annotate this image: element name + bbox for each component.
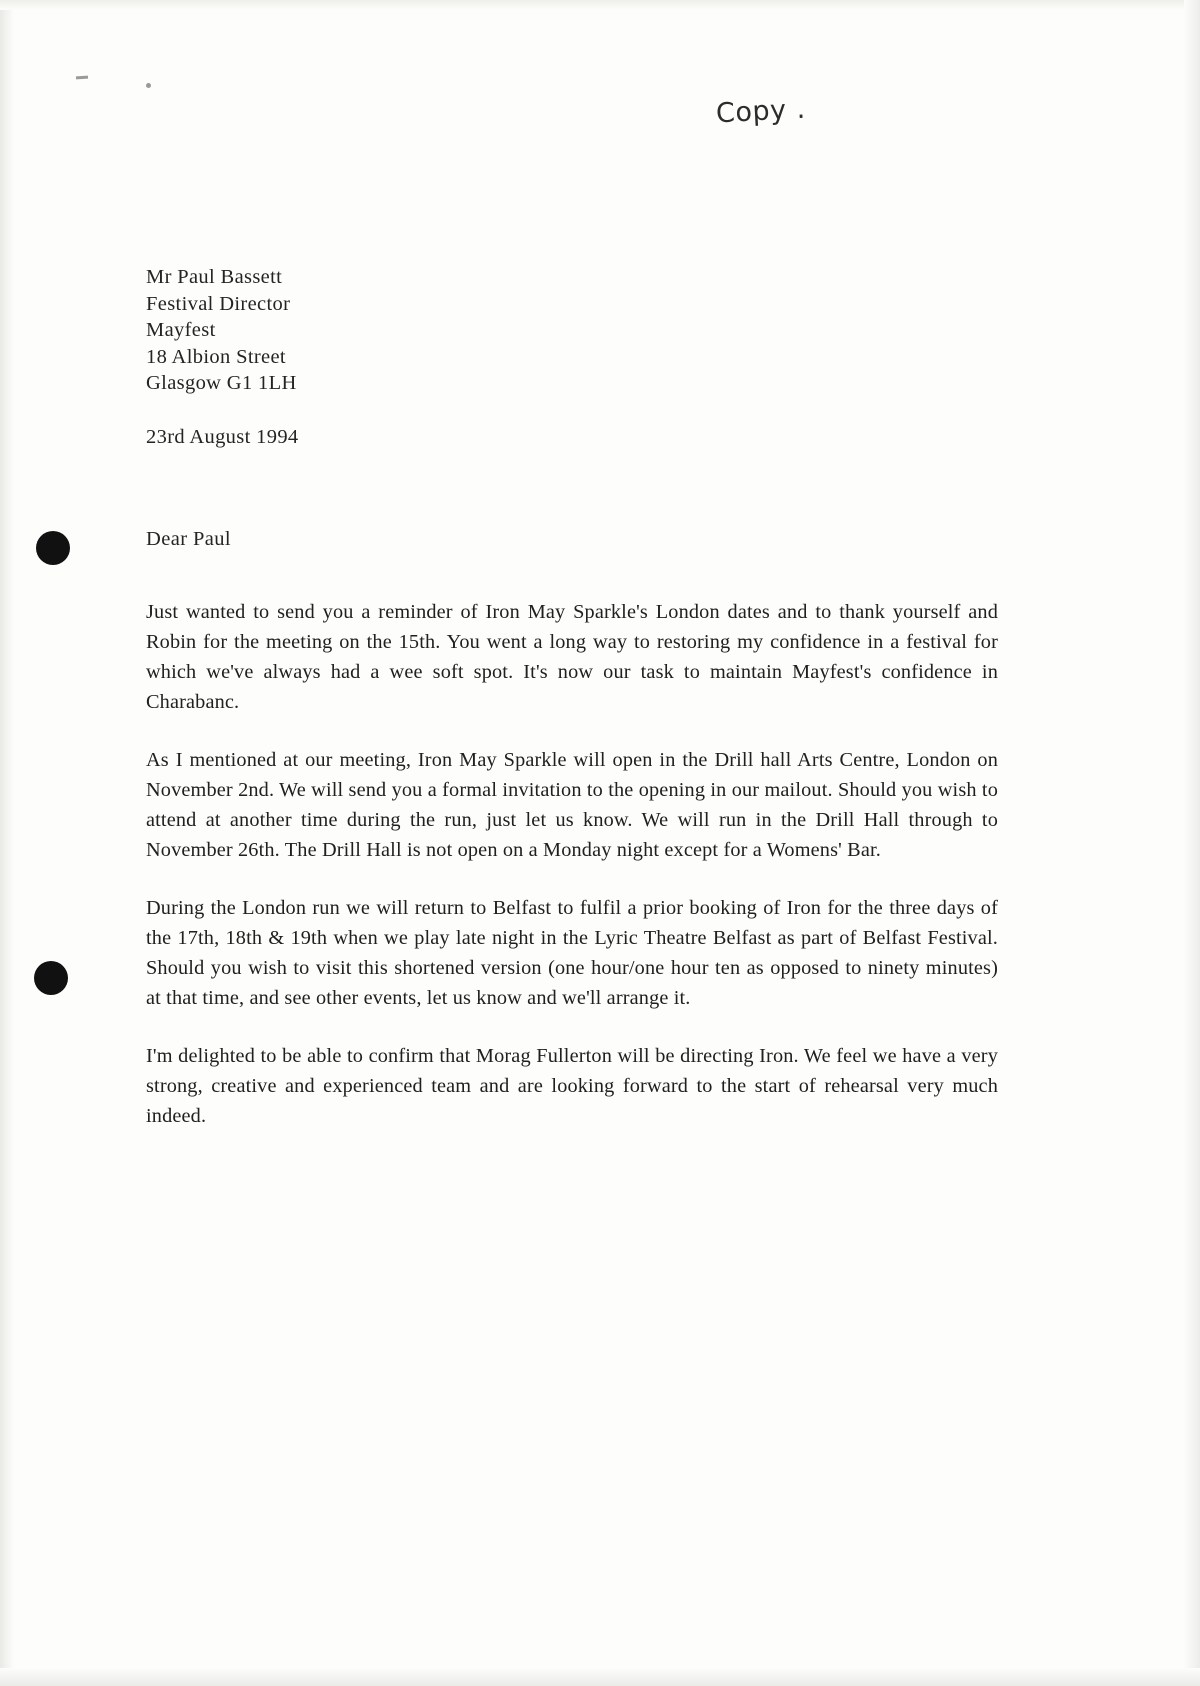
letter-paragraph: Just wanted to send you a reminder of Iron May Sparkle's London dates and to thank yourself and Robin for the meeting on the 15th. You went a long way to restoring my confidence in a festival for which we've always had a wee soft spot. It's now our task to maintain Mayfest's confidence in Charabanc. — [146, 600, 998, 713]
letter-salutation: Dear Paul — [146, 527, 231, 550]
handwritten-copy-annotation — [715, 94, 806, 130]
scan-edge-top — [0, 0, 1200, 10]
letter-body — [146, 264, 998, 1131]
scan-speck — [146, 83, 151, 88]
scan-edge-left — [0, 0, 14, 1686]
letter-paragraph: As I mentioned at our meeting, Iron May Sparkle will open in the Drill hall Arts Centre, London on November 2nd. We will send you a formal invitation to the opening in our mailout. Should you wish to attend at another time during the run, just let us know. We will run in the Drill Hall through to November 26th. The Drill Hall is not open on a Monday night except for a Womens' Bar. — [146, 748, 998, 861]
scan-speck — [76, 76, 88, 80]
recipient-address-block — [146, 264, 998, 397]
address-line-5: Glasgow G1 1LH — [146, 372, 297, 394]
punch-hole-mark — [36, 531, 70, 565]
address-line-1: Mr Paul Bassett — [146, 266, 283, 288]
address-line-3: Mayfest — [146, 319, 216, 341]
handwritten-copy-text: Copy — [715, 94, 788, 130]
scan-edge-bottom — [0, 1668, 1200, 1686]
scan-edge-right — [1184, 0, 1200, 1686]
letter-date: 23rd August 1994 — [146, 425, 299, 448]
handwritten-copy-mark: . — [795, 93, 807, 126]
punch-hole-mark — [34, 961, 68, 995]
letter-paragraph: I'm delighted to be able to confirm that Morag Fullerton will be directing Iron. We feel we have a very strong, creative and experienced team and are looking forward to the start of rehearsal very much indeed. — [146, 1044, 998, 1127]
letter-paragraphs — [146, 597, 998, 1131]
letter-paragraph: During the London run we will return to Belfast to fulfil a prior booking of Iron for the three days of the 17th, 18th & 19th when we play late night in the Lyric Theatre Belfast as part of Belfast Festival. Should you wish to visit this shortened version (one hour/one hour ten as opposed to ninety minutes) at that time, and see other events, let us know and we'll arrange it. — [146, 896, 998, 1009]
address-line-2: Festival Director — [146, 292, 291, 315]
address-line-4: 18 Albion Street — [146, 345, 286, 368]
